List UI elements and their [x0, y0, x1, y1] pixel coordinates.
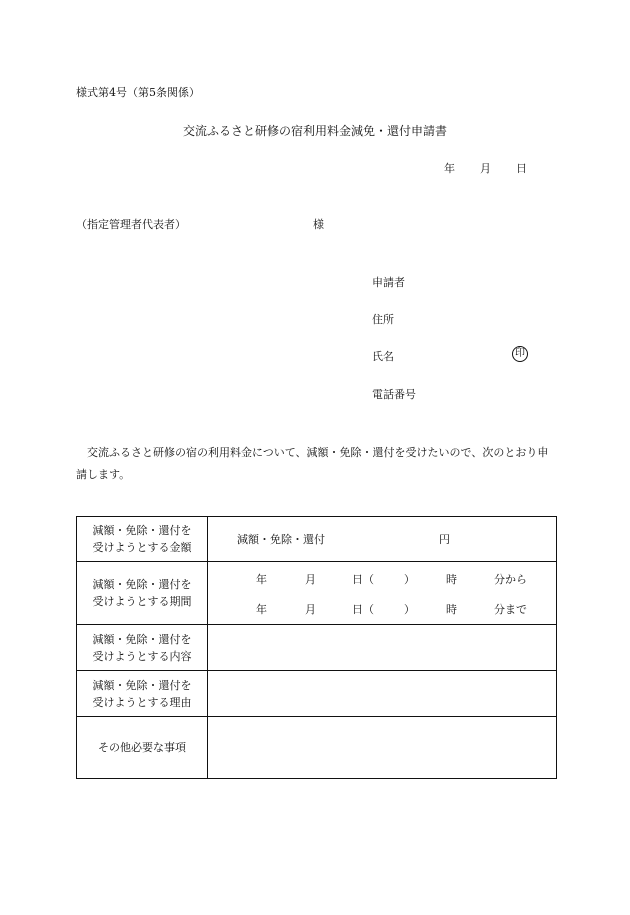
period-to-year: 年	[256, 603, 267, 616]
label-other	[77, 717, 208, 779]
period-to-month: 月	[305, 603, 316, 616]
content-field[interactable]	[208, 625, 557, 671]
label-line: 減額・免除・還付を	[92, 578, 192, 591]
table-row-amount	[77, 517, 557, 562]
period-from-day: 日（	[352, 573, 374, 586]
period-from-year: 年	[256, 573, 267, 586]
addressee-honorific: 様	[313, 218, 324, 231]
period-to-hour: 時	[446, 603, 457, 616]
amount-unit: 円	[439, 533, 450, 546]
period-to-suffix: 分まで	[494, 603, 527, 616]
label-reason	[77, 671, 208, 717]
label-amount	[77, 517, 208, 562]
period-to-close: ）	[404, 603, 415, 616]
table-row-other	[77, 717, 557, 779]
applicant-address-label: 住所	[372, 313, 394, 326]
addressee-label: （指定管理者代表者）	[76, 218, 186, 231]
table-row-content	[77, 625, 557, 671]
label-line: 受けようとする期間	[92, 595, 192, 608]
seal-mark-icon: 印	[512, 346, 528, 362]
applicant-phone-label: 電話番号	[372, 388, 416, 401]
period-from-suffix: 分から	[494, 573, 527, 586]
label-line: 減額・免除・還付を	[92, 632, 192, 646]
amount-prefix: 減額・免除・還付	[237, 533, 325, 546]
period-to-day: 日（	[352, 603, 374, 616]
table-row-period	[77, 562, 557, 625]
label-content	[77, 625, 208, 671]
application-table	[76, 516, 557, 779]
label-period	[77, 562, 208, 625]
table-row-reason	[77, 671, 557, 717]
label-line: 減額・免除・還付を	[92, 524, 192, 537]
applicant-name-label: 氏名	[372, 350, 394, 363]
reason-field[interactable]	[208, 671, 557, 717]
label-line: 受けようとする金額	[92, 541, 192, 554]
form-number: 様式第4号（第5条関係）	[76, 86, 200, 99]
other-field[interactable]	[208, 717, 557, 779]
date-day: 日	[516, 162, 527, 175]
label-line: 減額・免除・還付を	[92, 678, 192, 692]
label-line: 受けようとする内容	[92, 649, 192, 663]
request-statement: 交流ふるさと研修の宿の利用料金について、減額・免除・還付を受けたいので、次のとおり申請します。	[76, 446, 549, 481]
label-line: 受けようとする理由	[92, 695, 192, 709]
label-line: その他必要な事項	[98, 741, 186, 754]
applicant-heading: 申請者	[372, 276, 405, 289]
period-field[interactable]	[208, 562, 557, 625]
period-from-hour: 時	[446, 573, 457, 586]
date-year: 年	[444, 162, 455, 175]
period-from-month: 月	[305, 573, 316, 586]
date-month: 月	[480, 162, 491, 175]
amount-field[interactable]	[208, 517, 557, 562]
period-from-close: ）	[404, 573, 415, 586]
form-title: 交流ふるさと研修の宿利用料金減免・還付申請書	[182, 124, 447, 138]
